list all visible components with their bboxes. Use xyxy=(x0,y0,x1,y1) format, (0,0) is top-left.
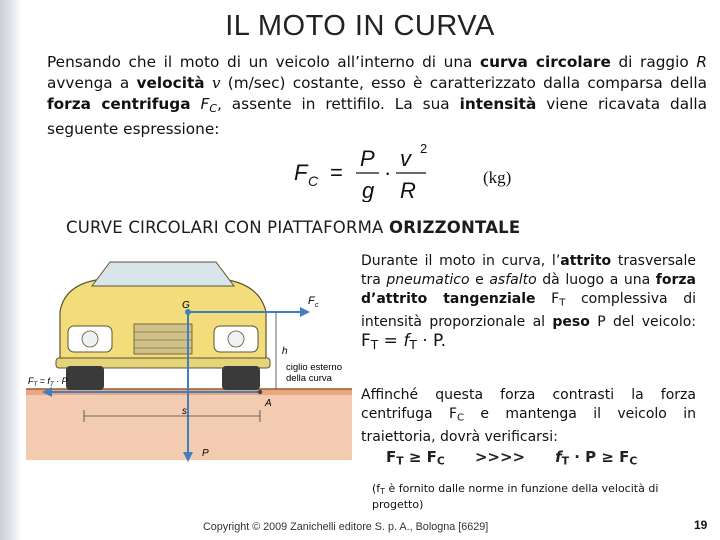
intro-bold-intensita: intensità xyxy=(459,95,537,113)
p2-text: Affinché questa forza contrasti la forza centrifuga xyxy=(361,387,696,423)
formula-den-g: g xyxy=(362,178,375,202)
label-a: A xyxy=(265,398,272,409)
intro-text: di raggio xyxy=(610,53,697,71)
label-s: s xyxy=(182,406,187,417)
p1-bold-attrito: attrito xyxy=(560,253,612,269)
formula-exp: 2 xyxy=(420,142,428,156)
intro-text: avvenga a xyxy=(47,74,137,92)
formula-equals: = xyxy=(330,160,343,185)
p1-text: e xyxy=(469,272,490,289)
left-decorative-bar xyxy=(0,0,22,540)
p1-text: dà luogo a una xyxy=(536,272,656,289)
p1-italic-pneumatico: pneumatico xyxy=(386,272,470,289)
p2-text: e mantenga il veicolo in traiettoria, dovrà verificarsi: xyxy=(361,406,696,445)
section-heading xyxy=(66,218,520,237)
intro-bold-curva: curva circolare xyxy=(480,53,611,71)
formula-unit: (kg) xyxy=(483,168,512,187)
label-p: P xyxy=(202,448,209,459)
intro-fc-symbol: F xyxy=(200,95,210,113)
p1-ft-subscript: T xyxy=(559,297,566,309)
p1-text: Durante il moto in curva, l’ xyxy=(361,253,561,269)
p2-fc-subscript: C xyxy=(457,412,465,424)
label-ft: $F_T = f_T \cdot P$ xyxy=(28,376,68,388)
point-a xyxy=(258,390,262,394)
section-heading-text: CURVE CIRCOLARI CON PIATTAFORMA xyxy=(66,218,389,237)
formula-lhs: F xyxy=(294,160,308,185)
p1-equation: $F_T = f_T \cdot P$. xyxy=(361,331,447,353)
p1-bold-peso: peso xyxy=(552,314,590,331)
formula-dot: · xyxy=(384,160,392,185)
footnote: ($f_T$ è fornito dalle norme in funzione della velocità di progetto) xyxy=(372,482,659,512)
p2-fc-symbol: F xyxy=(448,406,457,423)
intro-velocity-symbol: v xyxy=(211,74,221,92)
formula-num-p: P xyxy=(360,146,375,171)
label-outer-edge: ciglio esterno della curva xyxy=(286,362,342,384)
label-g: G xyxy=(182,300,190,311)
page-number: 19 xyxy=(694,518,708,532)
intro-bold-forza: forza centrifuga xyxy=(47,95,191,113)
paragraph-friction xyxy=(361,252,696,356)
intro-radius-symbol: R xyxy=(696,53,707,71)
condition-arrows: >>>> xyxy=(474,448,526,466)
p1-ft-symbol: F xyxy=(535,291,560,308)
intro-text: , assente in rettifilo. La sua xyxy=(217,95,460,113)
intro-text: viene ricavata dalla seguente espressione: xyxy=(47,95,707,138)
intro-text: Pensando che il moto di un veicolo all’interno di una xyxy=(47,53,481,71)
paragraph-condition xyxy=(361,386,696,447)
intro-fc-subscript: C xyxy=(209,101,218,115)
label-h: h xyxy=(282,346,288,357)
intro-paragraph xyxy=(47,52,707,140)
formula-num-v: v xyxy=(400,146,411,171)
car-front-view xyxy=(56,262,270,390)
p1-text: trasversale tra xyxy=(361,253,696,289)
copyright-text: Copyright © 2009 Zanichelli editore S. p. A., Bologna [6629] xyxy=(203,521,489,533)
formula-lhs-sub: C xyxy=(308,173,319,189)
formula-den-r: R xyxy=(400,178,416,202)
section-heading-bold: ORIZZONTALE xyxy=(389,218,521,237)
p1-bold-forza: forza d’attrito tangenziale xyxy=(361,272,697,308)
p1-italic-asfalto: asfalto xyxy=(489,272,537,289)
p1-text: complessiva di intensità proporzionale al xyxy=(361,291,696,331)
fc-arrowhead xyxy=(300,307,310,317)
p1-text: P del veicolo: xyxy=(589,314,696,331)
intro-text: (m/sec) costante, esso è caratterizzato dalla comparsa della xyxy=(220,74,707,92)
car-curve-diagram xyxy=(22,246,354,468)
centrifugal-force-formula xyxy=(292,142,442,202)
stability-condition: $F_T \ge F_C$ >>>> $f_T \cdot P \ge F_C$ xyxy=(386,448,638,468)
intro-bold-velocita: velocità xyxy=(136,74,205,92)
slide-title: IL MOTO IN CURVA xyxy=(225,10,495,42)
label-fc-sub: c xyxy=(315,302,319,309)
label-fc: F xyxy=(308,295,315,307)
